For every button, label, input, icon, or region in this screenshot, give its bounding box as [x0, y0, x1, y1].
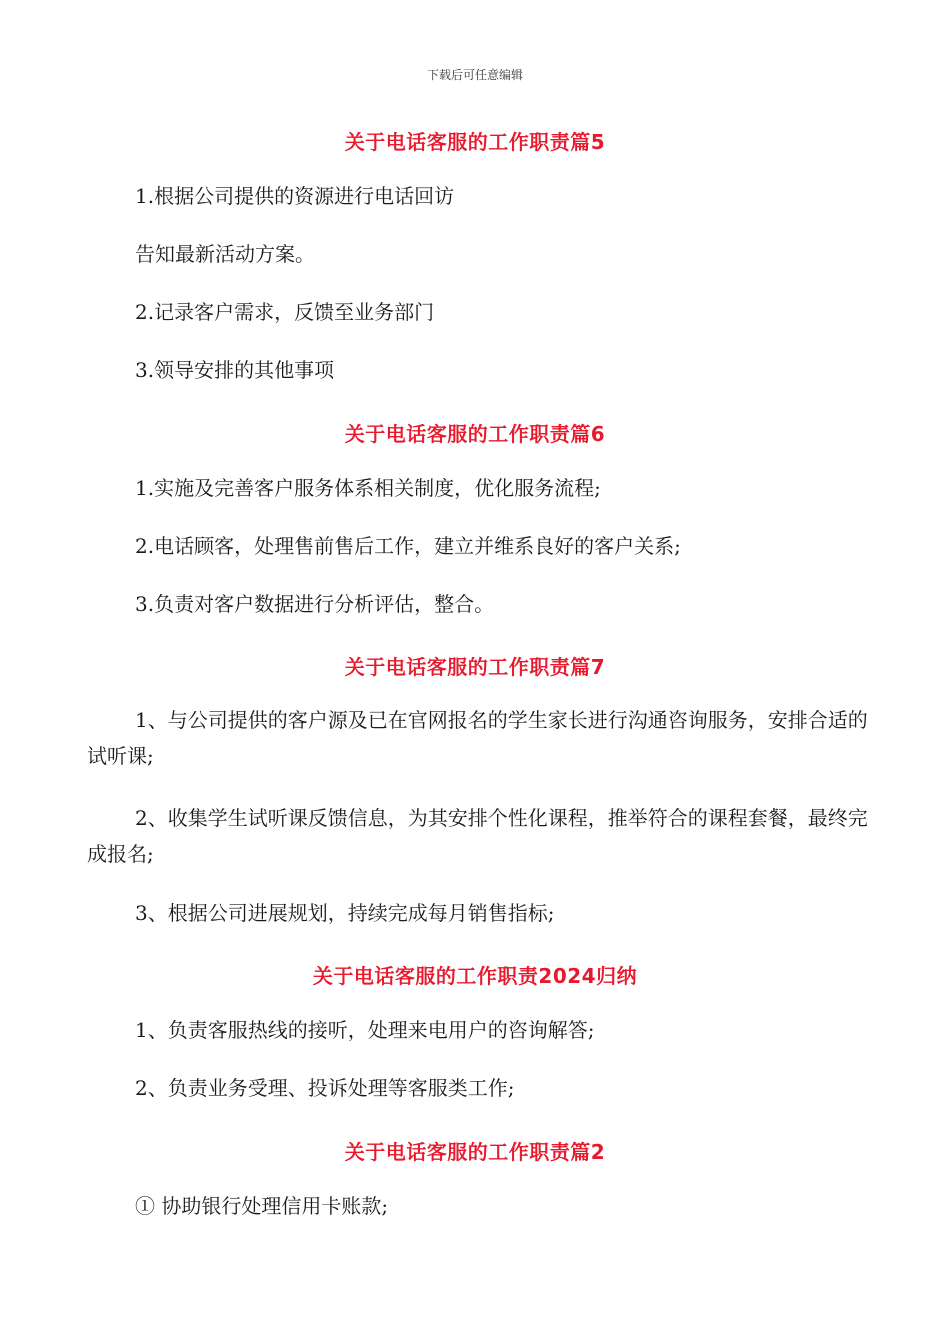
paragraph: 2.记录客户需求，反馈至业务部门: [135, 300, 435, 324]
paragraph: 1、与公司提供的客户源及已在官网报名的学生家长进行沟通咨询服务，安排合适的试听课;: [87, 708, 868, 768]
paragraph: 1.实施及完善客户服务体系相关制度，优化服务流程;: [135, 476, 601, 500]
paragraph: 1、负责客服热线的接听，处理来电用户的咨询解答;: [135, 1018, 595, 1042]
paragraph: 2、收集学生试听课反馈信息，为其安排个性化课程，推举符合的课程套餐，最终完成报名;: [87, 806, 868, 866]
paragraph: 2、负责业务受理、投诉处理等客服类工作;: [135, 1076, 515, 1100]
section-heading-2: 关于电话客服的工作职责篇6: [344, 422, 606, 446]
paragraph: ① 协助银行处理信用卡账款;: [135, 1194, 389, 1218]
paragraph: 2.电话顾客，处理售前售后工作，建立并维系良好的客户关系;: [135, 534, 681, 558]
section-heading-1: 关于电话客服的工作职责篇5: [344, 130, 606, 154]
section-heading-5: 关于电话客服的工作职责篇2: [344, 1140, 606, 1164]
paragraph: 3、根据公司进展规划，持续完成每月销售指标;: [135, 901, 555, 925]
paragraph: 3.负责对客户数据进行分析评估，整合。: [135, 592, 495, 616]
paragraph: 告知最新活动方案。: [135, 242, 315, 266]
section-heading-3: 关于电话客服的工作职责篇7: [344, 655, 606, 679]
paragraph: 3.领导安排的其他事项: [135, 358, 335, 382]
header-note: 下载后可任意编辑: [426, 68, 523, 82]
paragraph: 1.根据公司提供的资源进行电话回访: [135, 184, 455, 208]
section-heading-4: 关于电话客服的工作职责2024归纳: [312, 964, 638, 988]
